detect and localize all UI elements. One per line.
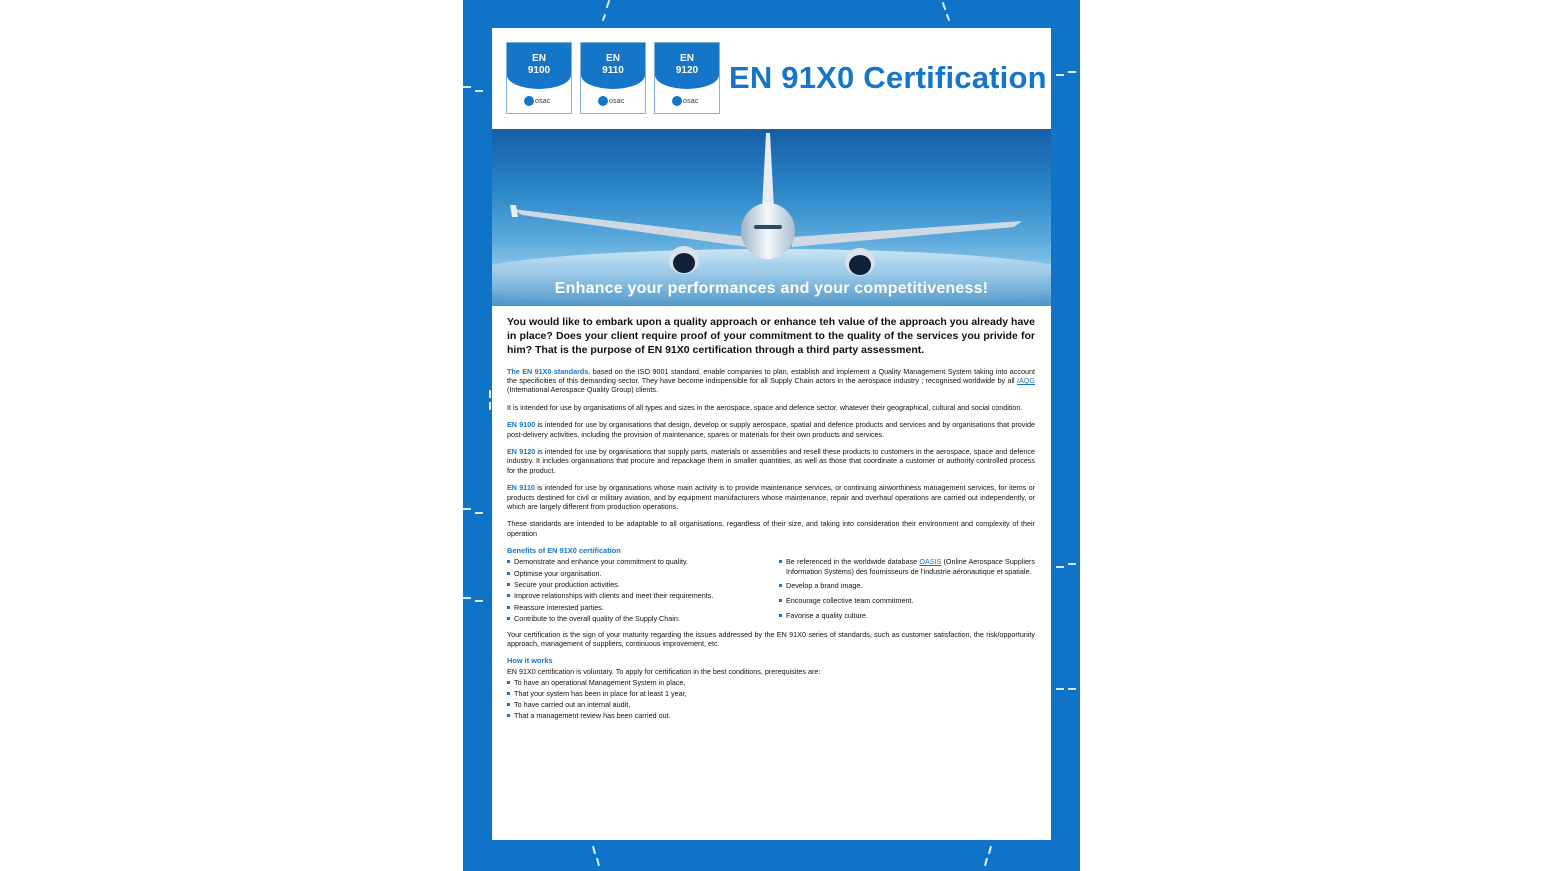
osac-logo-icon: osac xyxy=(672,95,699,107)
decor-dash xyxy=(1068,71,1076,73)
decor-dash xyxy=(942,2,947,10)
en9120-paragraph: EN 9120 is intended for use by organisations that supply parts, materials or assemblies and resell these products to customers in the aerospace, space and defence industry. It includes organisations that procure and repackage them in smaller quantities, as well as those that coordinate a customer or authority controlled process for the product. xyxy=(507,447,1035,475)
decor-dash xyxy=(1056,74,1064,76)
decor-dash xyxy=(988,846,992,854)
list-item: Improve relationships with clients and meet their requirements. xyxy=(507,591,752,601)
badge-code: EN 9110 xyxy=(602,53,624,76)
list-item: Contribute to the overall quality of the Supply Chain. xyxy=(507,614,752,624)
benefits-heading: Benefits of EN 91X0 certification xyxy=(507,546,621,556)
list-item: Favorise a quality culture. xyxy=(779,611,1035,621)
list-item: To have an operational Management System in place, xyxy=(507,678,1035,688)
list-item: Demonstrate and enhance your commitment to quality. xyxy=(507,557,752,567)
badge-code: EN 9120 xyxy=(675,53,699,76)
hero-tagline: Enhance your performances and your competitiveness! xyxy=(554,280,989,297)
en9110-paragraph: EN 9110 is intended for use by organisations whose main activity is to provide maintenance services, or continuing airworthiness management services, for items or products destined for civil or military aviation, and by equipment manufacturers whose maintenance, repair and overhaul operations are carried out independently, or which are largely different from production operations. xyxy=(507,483,1035,512)
hero-banner xyxy=(492,129,1051,306)
en9110-badge xyxy=(580,42,646,114)
decor-dash xyxy=(463,597,471,599)
badge-code: EN 9100 xyxy=(527,53,551,76)
benefits-list-left xyxy=(507,557,752,625)
decor-dash xyxy=(1068,563,1076,565)
how-it-works-heading: How it works xyxy=(507,656,553,666)
maturity-paragraph: Your certification is the sign of your maturity regarding the issues addressed by the EN 91X0 series of standards, such as customer satisfaction, the risk/opportunity approach, management of suppliers, continuous improvement, etc. xyxy=(507,629,1035,649)
decor-dash xyxy=(946,14,950,21)
decor-dash xyxy=(489,390,491,398)
list-item: To have carried out an internal audit, xyxy=(507,700,1035,710)
decor-dash xyxy=(1056,566,1064,568)
decor-dash xyxy=(1056,688,1064,690)
decor-dash xyxy=(463,86,471,88)
decor-dash xyxy=(596,858,600,866)
decor-dash xyxy=(592,846,596,854)
benefits-columns xyxy=(507,557,1035,625)
benefits-list-right xyxy=(779,557,1035,625)
decor-dash xyxy=(475,512,483,514)
decor-dash xyxy=(1068,688,1076,690)
list-item: That your system has been in place for at least 1 year, xyxy=(507,689,1035,699)
adaptability-paragraph: These standards are intended to be adaptable to all organisations, regardless of their size, and taking into consideration their environment and complexity of their operation xyxy=(507,519,1035,538)
list-item: That a management review has been carried out. xyxy=(507,711,1035,721)
list-item: Secure your production activities. xyxy=(507,580,752,590)
standards-paragraph: The EN 91X0 standards, based on the ISO 9001 standard, enable companies to plan, establish and implement a Quality Management System taking into account the specificities of this demanding sector. They have become indispensible for all Supply Chain actors in the aerospace industry ; recognised worldwide by all IAQG (International Aerospace Quality Group) clients. xyxy=(507,366,1035,395)
decor-dash xyxy=(984,858,988,866)
oasis-link[interactable]: OASIS xyxy=(919,557,942,567)
prerequisites-list xyxy=(507,678,1035,721)
decor-dash xyxy=(475,90,483,92)
osac-logo-icon: osac xyxy=(598,95,625,107)
flyer-header xyxy=(492,28,1051,129)
list-item: Reassure interested parties. xyxy=(507,603,752,613)
en9120-badge xyxy=(654,42,720,114)
en9100-paragraph: EN 9100 is intended for use by organisations that design, develop or supply aerospace, spatial and defence products and services and by organisations that provide post-delivery activities, including the provision of maintenance, spares or materials for their own products and services. xyxy=(507,420,1035,439)
iaqg-link[interactable]: IAQG xyxy=(1017,376,1035,386)
certification-flyer xyxy=(492,28,1051,840)
how-it-works-intro: EN 91X0 certification is voluntary. To apply for certification in the best conditions, prerequisites are: xyxy=(507,667,821,677)
list-item: Be referenced in the worldwide database OASIS (Online Aerospace Suppliers Information Systems) des fournisseurs de l'industrie aéronautique et spatiale. xyxy=(779,557,1035,576)
list-item: Optimise your organisation. xyxy=(507,569,752,579)
list-item: Encourage collective team commitment. xyxy=(779,596,1035,606)
decor-dash xyxy=(602,14,606,21)
osac-logo-icon: osac xyxy=(524,95,551,107)
decor-dash xyxy=(606,0,611,8)
flyer-body xyxy=(507,315,1035,722)
decor-dash xyxy=(463,508,471,510)
scope-paragraph: It is intended for use by organisations of all types and sizes in the aerospace, space and defence sector, whatever their geographical, cultural and social condition. xyxy=(507,402,1023,412)
decor-dash xyxy=(475,600,483,602)
decor-dash xyxy=(489,402,491,410)
list-item: Develop a brand image. xyxy=(779,581,1035,591)
page-title: EN 91X0 Certification xyxy=(729,60,1047,95)
lead-paragraph: You would like to embark upon a quality approach or enhance teh value of the approach you already have in place? Does your client require proof of your commitment to the quality of the services you privide for him? That is the purpose of EN 91X0 certification through a third party assessment. xyxy=(507,316,1035,357)
en9100-badge xyxy=(506,42,572,114)
